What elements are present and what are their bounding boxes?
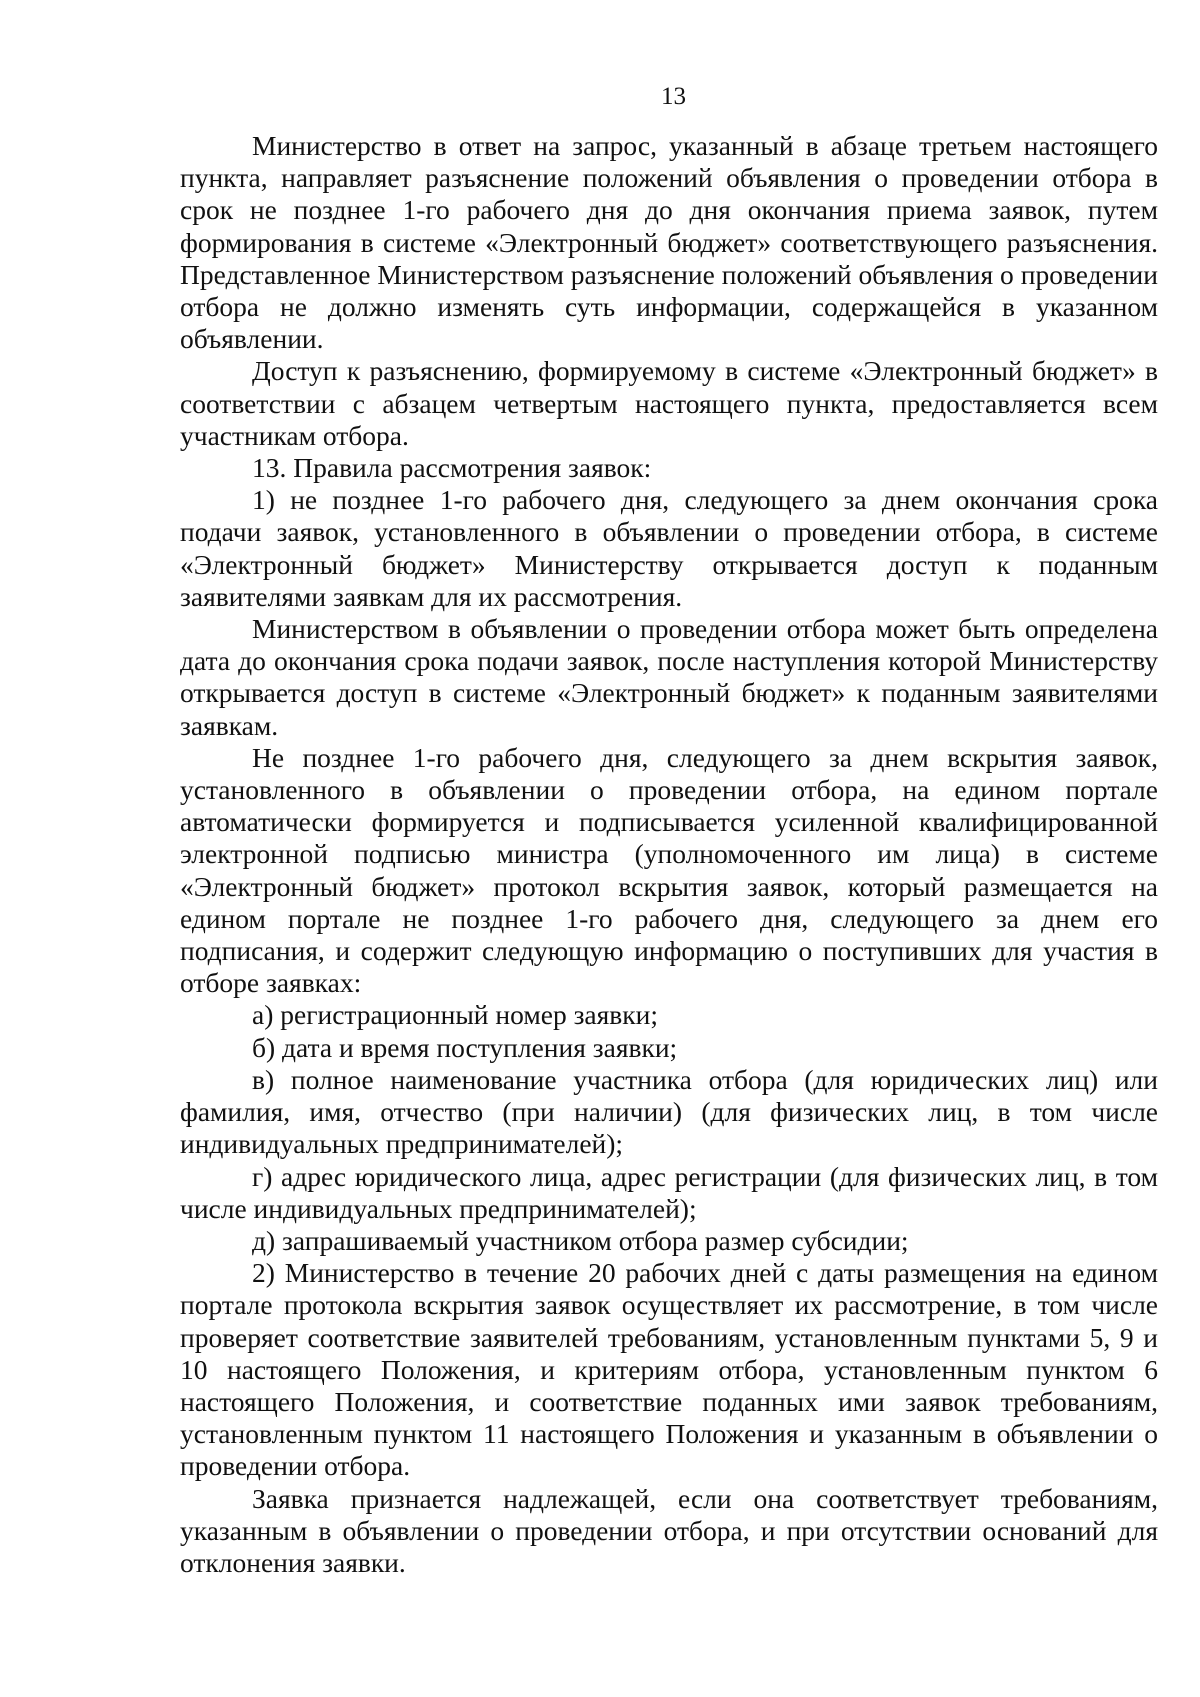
list-item-v: в) полное наименование участника отбора (для юридических лиц) или фамилия, имя, отчество (при наличии) (для физических лиц, в том числе индивидуальных предпринимателей); bbox=[180, 1063, 1158, 1160]
paragraph-item-1: 1) не позднее 1-го рабочего дня, следующего за днем окончания срока подачи заявок, установленного в объявлении о проведении отбора, в системе «Электронный бюджет» Министерству открывается доступ к поданным заявителями заявкам для их рассмотрения. bbox=[180, 484, 1158, 612]
list-item-d: д) запрашиваемый участником отбора размер субсидии; bbox=[252, 1224, 909, 1256]
paragraph-ministry-clarification: Министерство в ответ на запрос, указанный в абзаце третьем настоящего пункта, направляет разъяснение положений объявления о проведении отбора в срок не позднее 1-го рабочего дня до дня окончания приема заявок, путем формирования в системе «Электронный бюджет» соответствующего разъяснения. Представленное Министерством разъяснение положений объявления о проведении отбора не должно изменять суть информации, содержащейся в указанном объявлении. bbox=[180, 130, 1158, 355]
paragraph-application-proper: Заявка признается надлежащей, если она соответствует требованиям, указанным в объявлении о проведении отбора, и при отсутствии оснований для отклонения заявки. bbox=[180, 1482, 1158, 1578]
list-item-b: б) дата и время поступления заявки; bbox=[252, 1031, 678, 1063]
paragraph-item-2: 2) Министерство в течение 20 рабочих дней с даты размещения на едином портале протокола вскрытия заявок осуществляет их рассмотрение, в том числе проверяет соответствие заявителей требованиям, установленным пунктами 5, 9 и 10 настоящего Положения, и критериям отбора, установленным пунктом 6 настоящего Положения, и соответствие поданных ими заявок требованиям, установленным пунктом 11 настоящего Положения и указанным в объявлении о проведении отбора. bbox=[180, 1257, 1158, 1482]
list-item-a: а) регистрационный номер заявки; bbox=[252, 999, 658, 1031]
list-item-g: г) адрес юридического лица, адрес регистрации (для физических лиц, в том числе индивидуальных предпринимателей); bbox=[180, 1160, 1158, 1224]
page-number: 13 bbox=[661, 83, 686, 110]
paragraph-opening-protocol: Не позднее 1-го рабочего дня, следующего за днем вскрытия заявок, установленного в объявлении о проведении отбора, на едином портале автоматически формируется и подписывается усиленной квалифицированной электронной подписью министра (уполномоченного им лица) в системе «Электронный бюджет» протокол вскрытия заявок, который размещается на едином портале не позднее 1-го рабочего дня, следующего за днем его подписания, и содержит следующую информацию о поступивших для участия в отборе заявках: bbox=[180, 741, 1158, 999]
paragraph-access-date: Министерством в объявлении о проведении отбора может быть определена дата до окончания срока подачи заявок, после наступления которой Министерству открывается доступ в системе «Электронный бюджет» к поданным заявителями заявкам. bbox=[180, 613, 1158, 741]
paragraph-clarification-access: Доступ к разъяснению, формируемому в системе «Электронный бюджет» в соответствии с абзацем четвертым настоящего пункта, предоставляется всем участникам отбора. bbox=[180, 355, 1158, 451]
section-heading-13: 13. Правила рассмотрения заявок: bbox=[252, 452, 652, 484]
document-body bbox=[180, 130, 1158, 1579]
